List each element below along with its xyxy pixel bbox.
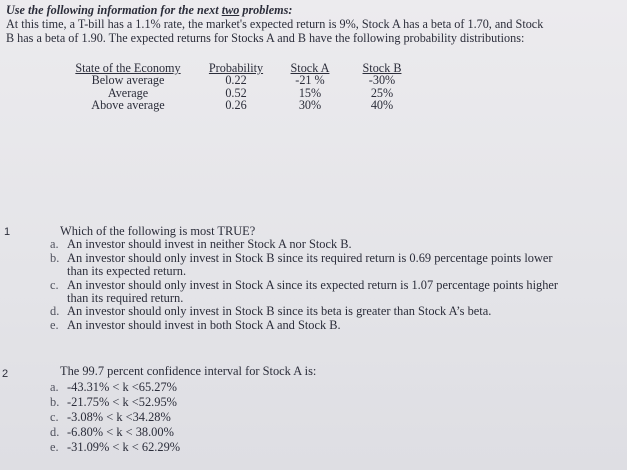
question-1-number: 1: [4, 226, 11, 238]
option-text: An investor should invest in both Stock A and Stock B.: [67, 317, 341, 332]
option-c[interactable]: [50, 279, 620, 306]
cell-state: Above average: [91, 98, 165, 112]
option-text: An investor should only invest in Stock B since its beta is greater than Stock A’s beta.: [67, 304, 492, 319]
option-letter: d.: [50, 425, 60, 440]
cell-probability: 0.26: [225, 98, 247, 112]
option-d[interactable]: [50, 305, 620, 318]
option-a[interactable]: [50, 238, 620, 251]
option-a[interactable]: [50, 380, 450, 395]
option-letter: c.: [50, 277, 59, 292]
header-stock-b: Stock B: [362, 61, 402, 75]
option-text: -3.08% < k <34.28%: [67, 410, 171, 425]
option-letter: e.: [50, 317, 59, 332]
option-letter: a.: [50, 380, 59, 395]
header-state: State of the Economy: [75, 61, 181, 75]
header-stock-a: Stock A: [290, 61, 330, 75]
option-b[interactable]: [50, 395, 450, 410]
option-letter: a.: [50, 237, 59, 252]
intro-line-1: At this time, a T-bill has a 1.1% rate, the market's expected return is 9%, Stock A has a beta of 1.70, and Stock: [6, 17, 544, 31]
title-suffix: problems:: [239, 3, 293, 17]
option-text-continued: than its expected return.: [67, 264, 187, 279]
option-text: -6.80% < k < 38.00%: [67, 425, 174, 440]
cell-stock-b: 25%: [370, 85, 394, 100]
cell-state: Average: [107, 85, 149, 100]
option-letter: b.: [50, 250, 60, 265]
cell-stock-a: 15%: [298, 85, 322, 100]
option-e[interactable]: [50, 440, 450, 455]
option-text: An investor should only invest in Stock A since its expected return is 1.07 percentage points higher: [67, 277, 559, 292]
option-text: -43.31% < k <65.27%: [67, 380, 177, 395]
problem-intro: [6, 3, 618, 45]
question-2: [50, 365, 450, 455]
cell-stock-a: 30%: [298, 98, 322, 112]
option-letter: d.: [50, 304, 60, 319]
cell-probability: 0.52: [225, 85, 247, 100]
intro-title: [6, 3, 618, 17]
question-2-text: The 99.7 percent confidence interval for Stock A is:: [60, 364, 317, 378]
option-text: An investor should only invest in Stock B since its required return is 0.69 percentage points lower: [67, 250, 553, 265]
intro-line-2: B has a beta of 1.90. The expected returns for Stocks A and B have the following probability distributions:: [6, 31, 525, 45]
option-b[interactable]: [50, 252, 620, 279]
title-underlined-word: two: [221, 3, 240, 17]
cell-stock-b: 40%: [370, 98, 394, 112]
option-e[interactable]: [50, 319, 620, 332]
option-text: -21.75% < k <52.95%: [67, 395, 177, 410]
title-prefix: Use the following information for the next: [6, 3, 222, 17]
cell-stock-a: -21 %: [295, 73, 325, 87]
question-1-options: [50, 238, 620, 332]
option-letter: e.: [50, 440, 59, 455]
question-2-number: 2: [2, 368, 9, 380]
table-row: [62, 99, 422, 112]
option-letter: b.: [50, 395, 60, 410]
option-text: An investor should invest in neither Stock A nor Stock B.: [67, 237, 352, 252]
option-d[interactable]: [50, 425, 450, 440]
probability-distribution-table: [62, 62, 422, 112]
option-text-continued: than its required return.: [67, 291, 184, 306]
option-text: -31.09% < k < 62.29%: [67, 440, 181, 455]
question-2-options: [50, 380, 450, 455]
table-row: [62, 74, 422, 87]
question-1-text: Which of the following is most TRUE?: [60, 224, 256, 238]
cell-stock-b: -30%: [368, 73, 396, 87]
option-c[interactable]: [50, 410, 450, 425]
option-letter: c.: [50, 410, 59, 425]
cell-state: Below average: [91, 73, 165, 87]
question-1: [50, 225, 620, 332]
header-probability: Probability: [208, 61, 264, 75]
cell-probability: 0.22: [225, 73, 247, 87]
